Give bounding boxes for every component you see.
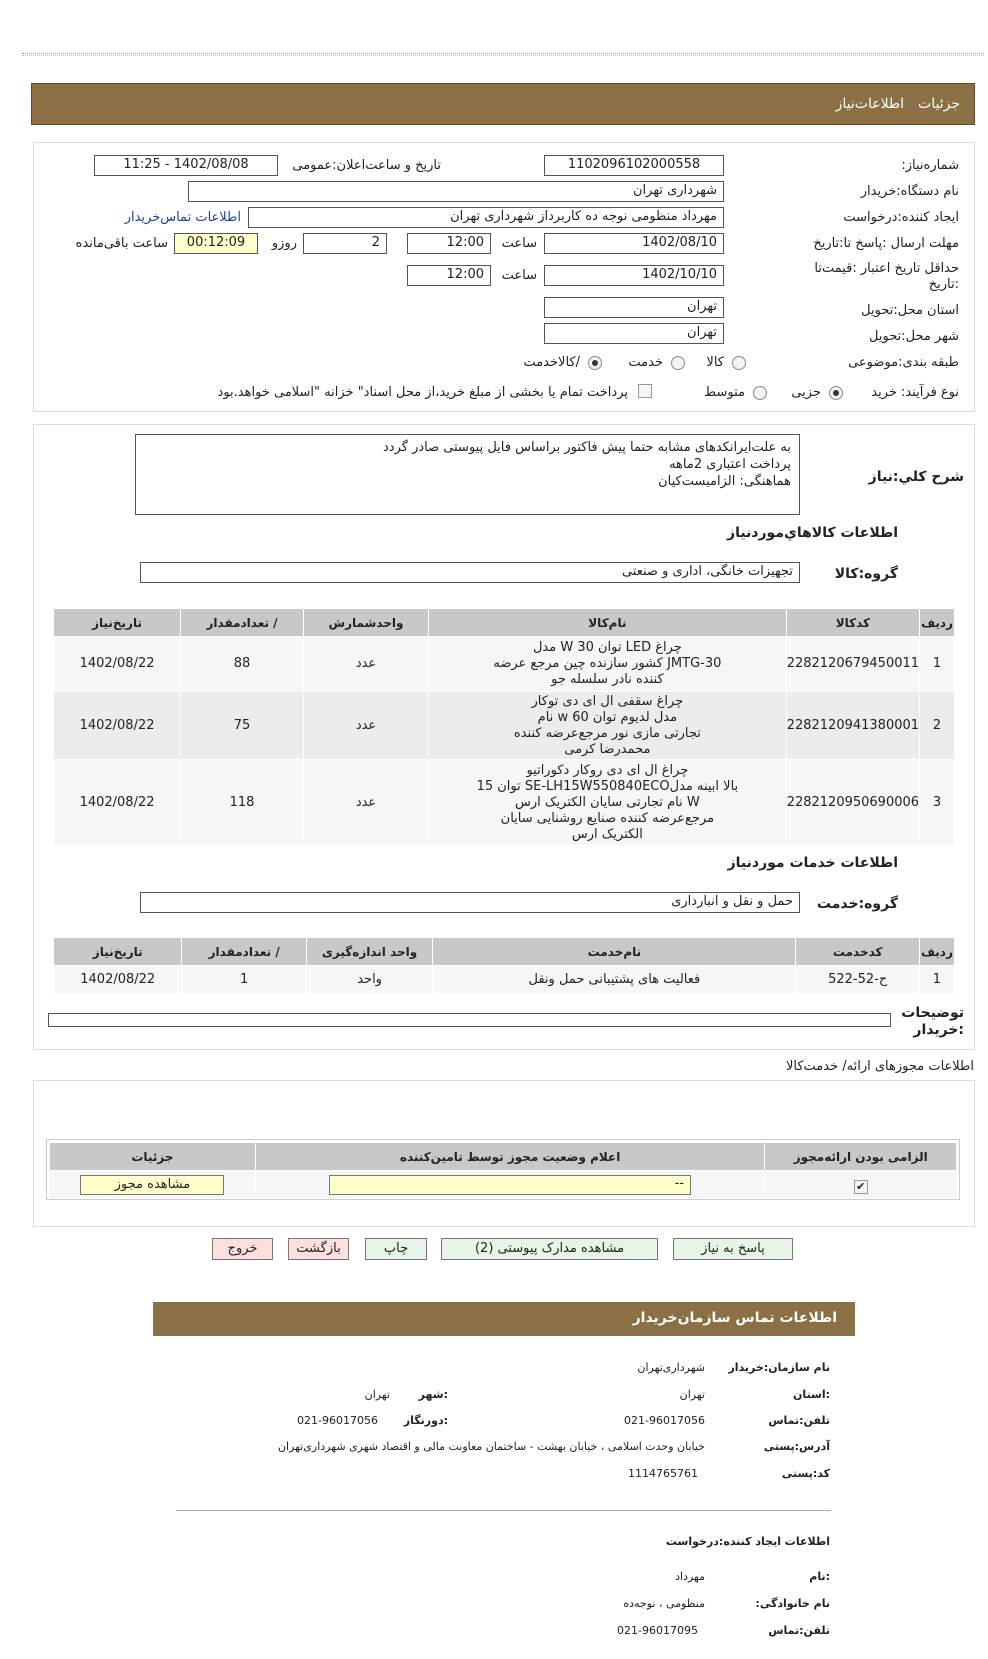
announce-datetime-field: 1402/08/08 - 11:25 bbox=[94, 155, 278, 176]
table-row bbox=[54, 760, 955, 846]
print-button[interactable]: چاپ bbox=[365, 1238, 427, 1260]
validity-label-line2: :تاریخ bbox=[928, 277, 959, 292]
buyer-field: شهرداری تهران bbox=[188, 181, 724, 202]
category-goods-service-radio[interactable] bbox=[588, 356, 602, 370]
permits-cell-required bbox=[765, 1171, 957, 1199]
description-line: هماهنگی: الزامیست‌کیان bbox=[658, 474, 791, 489]
goods-cell-row: 2 bbox=[920, 692, 955, 760]
goods-name-line: JMTG-30 کشور سازنده چین مرجع عرضه bbox=[493, 656, 722, 671]
contact-postal-label: کد‌:پستی bbox=[781, 1467, 830, 1480]
goods-cell-unit: عدد bbox=[303, 760, 428, 846]
deadline-date-field: 1402/08/10 bbox=[544, 233, 724, 254]
table-row bbox=[50, 1171, 957, 1199]
goods-group-label: گروه‌:کالا bbox=[834, 566, 898, 582]
process-partial-text: جزیی bbox=[791, 385, 821, 400]
goods-cell-code: 2282120941380001 bbox=[786, 692, 919, 760]
permits-title: اطلاعات مجوزهای ارائه/ خدمت‌کالا bbox=[785, 1059, 974, 1074]
services-table bbox=[53, 937, 955, 994]
goods-cell-qty: 88 bbox=[181, 637, 304, 692]
goods-cell-code: 2282120679450011 bbox=[786, 637, 919, 692]
tab-details[interactable]: جزئیات bbox=[918, 96, 960, 112]
permits-table bbox=[49, 1142, 957, 1199]
goods-cell-qty: 75 bbox=[181, 692, 304, 760]
services-col-qty: / تعدادمقدار bbox=[182, 938, 306, 966]
view-permit-button[interactable]: مشاهده مجوز bbox=[80, 1175, 224, 1195]
contact-header-bar bbox=[153, 1302, 855, 1336]
goods-name-line: W نام تجارتی سایان الکتریک ارس bbox=[515, 794, 700, 810]
goods-cell-row: 1 bbox=[920, 637, 955, 692]
goods-name-line: چراغ ال ای دی روکار دکوراتیو bbox=[526, 762, 689, 778]
services-col-row: ردیف bbox=[919, 938, 954, 966]
exit-button[interactable]: خروج bbox=[212, 1238, 273, 1260]
goods-name-line: بالا ابینه مدلSE-LH15W550840ECO توان 15 bbox=[476, 778, 739, 794]
goods-cell-name bbox=[429, 692, 787, 760]
services-group-field: حمل و نقل و انبارداری bbox=[140, 892, 800, 913]
buyer-notes-label-line1: توضیحات bbox=[901, 1005, 964, 1021]
contact-postal-value: 1114765761 bbox=[628, 1467, 698, 1480]
goods-cell-date: 1402/08/22 bbox=[54, 692, 181, 760]
permits-col-status: اعلام وضعیت مجوز توسط تامین‌کننده bbox=[255, 1143, 765, 1171]
description-box bbox=[135, 434, 800, 515]
goods-cell-name bbox=[429, 637, 787, 692]
back-button[interactable]: بازگشت bbox=[288, 1238, 349, 1260]
need-number-field: 1102096102000558 bbox=[544, 155, 724, 176]
goods-table bbox=[53, 608, 955, 846]
validity-date-field: 1402/10/10 bbox=[544, 265, 724, 286]
contact-phone-value: 021-96017056 bbox=[624, 1414, 705, 1427]
services-cell-name: فعالیت های پشتیبانی حمل ونقل bbox=[433, 966, 796, 994]
need-info-panel bbox=[33, 142, 975, 412]
goods-cell-row: 3 bbox=[920, 760, 955, 846]
contact-city-value: تهران bbox=[364, 1388, 390, 1401]
services-group-label: گروه‌:خدمت bbox=[816, 896, 898, 912]
services-cell-date: 1402/08/22 bbox=[54, 966, 182, 994]
goods-cell-name bbox=[429, 760, 787, 846]
category-goods-radio[interactable] bbox=[732, 356, 746, 370]
process-medium-text: متوسط bbox=[704, 385, 745, 400]
category-label: طبقه بندی‌:موضوعی bbox=[848, 355, 959, 370]
process-partial-radio[interactable] bbox=[829, 386, 843, 400]
goods-col-name: نام‌کالا bbox=[429, 609, 787, 637]
contact-fax-label: :دورنگار bbox=[403, 1414, 448, 1427]
remaining-time-field: 00:12:09 bbox=[174, 233, 258, 254]
goods-name-line: چراغ سقفی ال ای دی توکار bbox=[531, 693, 684, 709]
goods-name-line: الکتریک ارس bbox=[571, 826, 643, 842]
creator-label: ایجاد کننده‌:درخواست bbox=[843, 210, 959, 225]
goods-col-unit: واحدشمارش bbox=[303, 609, 428, 637]
remaining-label: ساعت باقی‌مانده bbox=[75, 236, 168, 251]
description-line: به علت‌ایرانکدهای مشابه حتما پیش فاکتور براساس فایل پیوستی صادر گردد bbox=[383, 440, 791, 455]
process-type-label: نوع فرآیند: خرید bbox=[871, 385, 959, 400]
province-label: استان محل‌:تحویل bbox=[861, 303, 959, 318]
services-cell-qty: 1 bbox=[182, 966, 306, 994]
contact-address-label: آدرس‌:پستی bbox=[763, 1440, 830, 1453]
validity-time-label: ساعت bbox=[501, 268, 537, 283]
creator-name-label: :نام bbox=[809, 1570, 830, 1583]
reply-to-need-button[interactable]: پاسخ به نیاز bbox=[673, 1238, 793, 1260]
contact-province-label: :استان bbox=[793, 1388, 830, 1401]
buyer-label: نام دستگاه‌:خریدار bbox=[860, 184, 959, 199]
buyer-contact-link[interactable]: اطلاعات تماس‌خریدار bbox=[124, 210, 241, 225]
description-label: شرح کلي‌:نیاز bbox=[868, 469, 964, 485]
deadline-time-label: ساعت bbox=[501, 236, 537, 251]
description-line: پرداخت اعتباری 2ماهه bbox=[669, 457, 791, 472]
contact-fax-value: 021-96017056 bbox=[297, 1414, 378, 1427]
announce-label: تاریخ و ساعت‌اعلان‌:عمومی bbox=[292, 158, 441, 173]
services-cell-code: ح-52-522 bbox=[796, 966, 919, 994]
category-goods-service-text: /کالاخدمت bbox=[523, 355, 580, 370]
need-details-panel bbox=[33, 424, 975, 1050]
goods-cell-unit: عدد bbox=[303, 692, 428, 760]
goods-name-line: محمدرضا کرمی bbox=[564, 741, 651, 757]
city-label: شهر محل‌:تحویل bbox=[869, 329, 959, 344]
creator-name-value: مهرداد bbox=[675, 1570, 705, 1583]
contact-org-label: نام سازمان‌:خریدار bbox=[728, 1361, 830, 1374]
goods-name-line: کننده نادر سلسله جو bbox=[551, 672, 664, 687]
permits-panel bbox=[33, 1080, 975, 1227]
contact-phone-label: تلفن‌:تماس bbox=[768, 1414, 830, 1427]
permit-required-checkbox: ✔ bbox=[854, 1180, 868, 1194]
city-field: تهران bbox=[544, 323, 724, 344]
buyer-notes-field bbox=[48, 1013, 891, 1027]
table-row bbox=[54, 692, 955, 760]
treasury-payment-text: پرداخت تمام یا بخشی از مبلغ خرید،از محل اسناد" خزانه "اسلامی خواهد.بود bbox=[217, 385, 628, 400]
goods-name-line: تجارتی مازی نور مرجع‌عرضه کننده bbox=[513, 725, 701, 741]
goods-col-row: ردیف bbox=[920, 609, 955, 637]
creator-family-label: نام خانوادگی‌: bbox=[755, 1597, 830, 1610]
page-header-bar bbox=[31, 83, 975, 125]
contact-title: اطلاعات تماس سازمان‌خریدار bbox=[632, 1310, 837, 1326]
creator-phone-value: 021-96017095 bbox=[617, 1624, 698, 1637]
validity-label-line1: حداقل تاریخ اعتبار :قیمت‌تا bbox=[814, 261, 959, 276]
category-service-radio[interactable] bbox=[671, 356, 685, 370]
goods-cell-code: 2282120950690006 bbox=[786, 760, 919, 846]
days-field: 2 bbox=[303, 233, 387, 254]
category-service-text: خدمت bbox=[628, 355, 663, 370]
top-divider bbox=[22, 53, 984, 56]
goods-col-code: کدکالا bbox=[786, 609, 919, 637]
services-col-unit: واحد اندازه‌گیری bbox=[306, 938, 432, 966]
goods-cell-date: 1402/08/22 bbox=[54, 760, 181, 846]
goods-col-qty: / تعدادمقدار bbox=[181, 609, 304, 637]
view-attachments-button[interactable]: مشاهده مدارک پیوستی (2) bbox=[441, 1238, 658, 1260]
contact-city-label: :شهر bbox=[418, 1388, 448, 1401]
permits-col-required: الزامی بودن ارائه‌مجوز bbox=[765, 1143, 957, 1171]
contact-province-value: تهران bbox=[679, 1388, 705, 1401]
contact-address-value: خیابان وحدت اسلامی ، خیابان بهشت - ساختمان معاونت مالی و اقتصاد شهری شهرداری‌تهران bbox=[277, 1440, 705, 1453]
need-number-label: شماره‌نیاز: bbox=[901, 158, 959, 173]
creator-family-value: منظومی ، نوجه‌ده bbox=[623, 1597, 705, 1610]
services-section-title: اطلاعات خدمات موردنیاز bbox=[727, 855, 898, 871]
category-goods-text: کالا bbox=[706, 355, 724, 370]
services-cell-unit: واحد bbox=[306, 966, 432, 994]
services-col-name: نام‌خدمت bbox=[433, 938, 796, 966]
buyer-notes-label-line2: :خریدار bbox=[913, 1022, 964, 1038]
services-col-date: تاریخ‌نیاز bbox=[54, 938, 182, 966]
permits-cell-status bbox=[255, 1171, 765, 1199]
goods-col-date: تاریخ‌نیاز bbox=[54, 609, 181, 637]
days-label: روزو bbox=[271, 236, 297, 251]
table-row bbox=[54, 966, 955, 994]
goods-group-field: تجهیزات خانگی، اداری و صنعتی bbox=[140, 562, 800, 583]
contact-org-value: شهرداری‌تهران bbox=[637, 1361, 705, 1374]
services-cell-row: 1 bbox=[919, 966, 954, 994]
services-col-code: کدخدمت bbox=[796, 938, 919, 966]
permits-cell-details bbox=[50, 1171, 256, 1199]
treasury-payment-checkbox[interactable] bbox=[638, 384, 652, 398]
creator-field: مهرداد منظومی نوجه ده کاربرداز شهرداری تهران bbox=[248, 207, 724, 228]
province-field: تهران bbox=[544, 297, 724, 318]
table-row bbox=[54, 637, 955, 692]
goods-cell-qty: 118 bbox=[181, 760, 304, 846]
goods-name-line: مرجع‌عرضه کننده صنایع روشنایی سایان bbox=[500, 810, 715, 826]
permits-col-details: جزئیات bbox=[50, 1143, 256, 1171]
permit-status-field: -- bbox=[329, 1175, 691, 1195]
deadline-time-field: 12:00 bbox=[407, 233, 491, 254]
process-medium-radio[interactable] bbox=[753, 386, 767, 400]
tab-need-info[interactable]: اطلاعات‌نیاز bbox=[835, 96, 904, 112]
validity-time-field: 12:00 bbox=[407, 265, 491, 286]
contact-divider bbox=[176, 1510, 831, 1511]
goods-cell-unit: عدد bbox=[303, 637, 428, 692]
goods-name-line: مدل لدیوم توان 60 w نام bbox=[537, 709, 678, 725]
deadline-label: مهلت ارسال :پاسخ تا‌:تاریخ bbox=[813, 236, 959, 251]
creator-info-title: اطلاعات ایجاد کننده‌:درخواست bbox=[665, 1535, 830, 1548]
goods-name-line: چراغ LED توان 30 W مدل bbox=[532, 640, 682, 655]
goods-cell-date: 1402/08/22 bbox=[54, 637, 181, 692]
creator-phone-label: تلفن‌:تماس bbox=[768, 1624, 830, 1637]
goods-section-title: اطلاعات کالاهاي‌موردنیاز bbox=[727, 525, 898, 541]
